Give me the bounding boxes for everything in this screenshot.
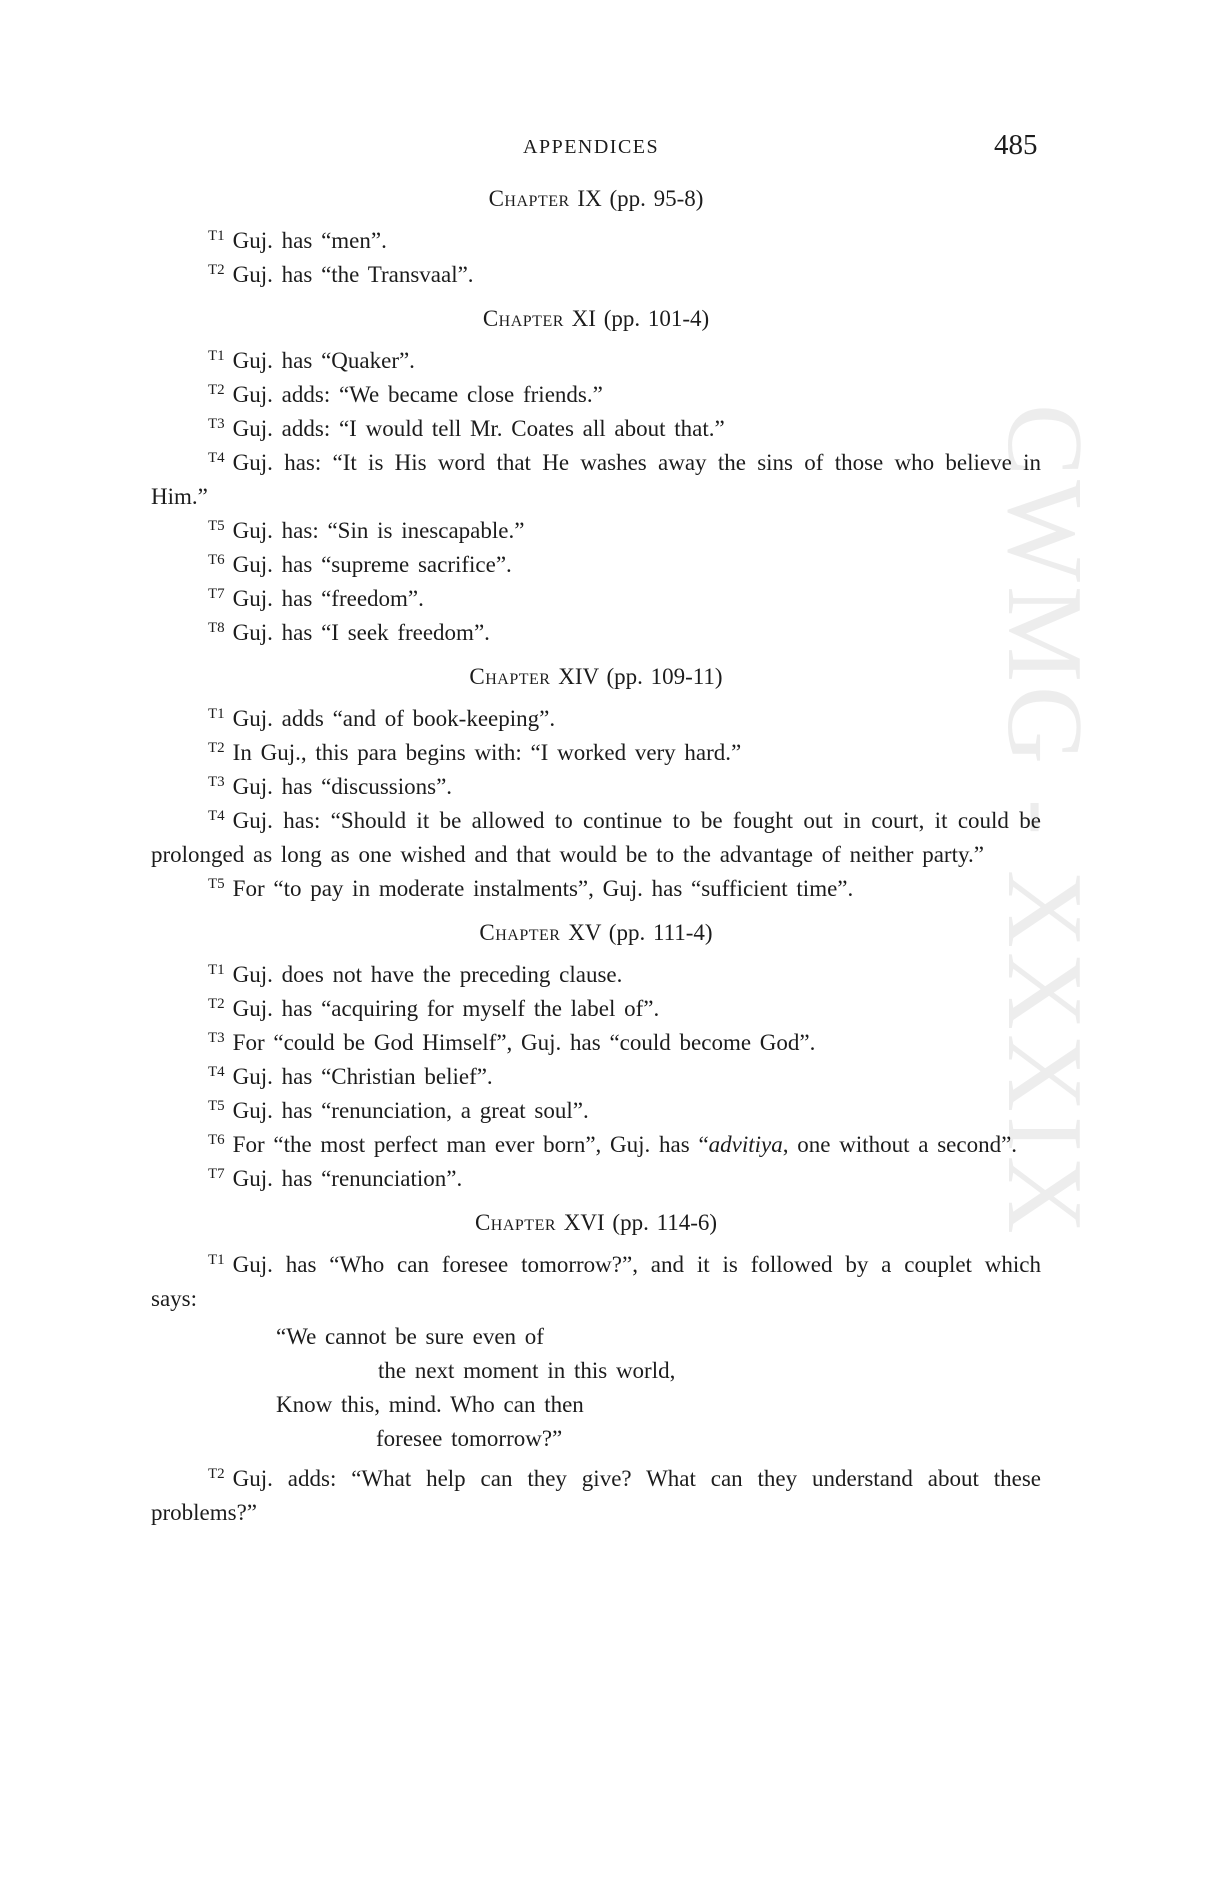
footnote	[151, 582, 1041, 616]
footnote	[151, 616, 1041, 650]
chapter-word: Chapter	[474, 1210, 557, 1235]
footnote	[151, 224, 1041, 258]
footnote-text: Guj. adds: “What help can they give? What can they understand about these problems?”	[151, 1466, 1041, 1525]
footnote	[151, 1248, 1041, 1316]
footnote	[151, 446, 1041, 514]
footnote-mark: T7	[208, 585, 225, 602]
footnote-mark: T2	[208, 381, 225, 398]
footnote-mark: T8	[208, 619, 225, 636]
footnote-text: Guj. has “the Transvaal”.	[232, 262, 474, 287]
footnote	[151, 1060, 1041, 1094]
verse-line: “We cannot be sure even of	[276, 1324, 544, 1349]
footnote-mark: T1	[208, 227, 225, 244]
footnote-mark: T5	[208, 875, 225, 892]
footnote-mark: T5	[208, 517, 225, 534]
footnote-text: Guj. has “acquiring for myself the label of”.	[232, 996, 660, 1021]
footnote	[151, 702, 1041, 736]
running-title: APPENDICES	[523, 136, 660, 158]
chapter-pages: (pp. 114-6)	[612, 1210, 718, 1235]
footnote-text: Guj. has: “Sin is inescapable.”	[232, 518, 525, 543]
footnote	[151, 992, 1041, 1026]
footnote-text: Guj. has “supreme sacrifice”.	[232, 552, 512, 577]
footnote	[151, 412, 1041, 446]
footnote-mark: T3	[208, 415, 225, 432]
footnote-mark: T4	[208, 807, 225, 824]
footnote-text: Guj. has “freedom”.	[232, 586, 424, 611]
footnote-mark: T2	[208, 995, 225, 1012]
footnote-text: Guj. has “Who can foresee tomorrow?”, and it is followed by a couplet which says:	[151, 1252, 1041, 1311]
footnote-mark: T1	[208, 1251, 225, 1268]
footnote-mark: T3	[208, 1029, 225, 1046]
couplet	[151, 1320, 1041, 1456]
chapter-pages: (pp. 95-8)	[609, 186, 704, 211]
footnote-mark: T1	[208, 347, 225, 364]
watermark-text: CWMG - XXXIX	[985, 404, 1104, 1238]
chapter-word: Chapter	[482, 306, 564, 331]
footnote-mark: T7	[208, 1165, 225, 1182]
footnote-text: Guj. does not have the preceding clause.	[232, 962, 623, 987]
footnote-text: For “to pay in moderate instalments”, Guj. has “sufficient time”.	[232, 876, 854, 901]
footnote	[151, 514, 1041, 548]
footnote-text: Guj. has “I seek freedom”.	[232, 620, 490, 645]
footnote	[151, 1094, 1041, 1128]
footnote-text: Guj. has “discussions”.	[232, 774, 453, 799]
footnote	[151, 804, 1041, 872]
footnote-text-after: , one without a second”.	[782, 1132, 1018, 1157]
footnote-text-before: For “the most perfect man ever born”, Guj. has “	[232, 1132, 709, 1157]
footnote	[151, 770, 1041, 804]
footnote-mark: T4	[208, 1063, 225, 1080]
footnote-text: Guj. has: “It is His word that He washes away the sins of those who believe in Him.”	[151, 450, 1041, 509]
footnote-text: Guj. has “renunciation”.	[232, 1166, 463, 1191]
footnote-mark: T1	[208, 961, 225, 978]
chapter-pages: (pp. 101-4)	[603, 306, 710, 331]
footnote	[151, 258, 1041, 292]
footnote	[151, 1128, 1041, 1162]
footnote-italic-term: advitiya	[708, 1132, 783, 1157]
footnote	[151, 378, 1041, 412]
chapter-word: Chapter	[479, 920, 561, 945]
footnote-text: Guj. has “renunciation, a great soul”.	[232, 1098, 589, 1123]
footnote-text: Guj. adds: “I would tell Mr. Coates all about that.”	[232, 416, 725, 441]
chapter-numeral: XV	[568, 920, 602, 945]
chapter-word: Chapter	[488, 186, 570, 211]
chapter-heading	[151, 182, 1041, 216]
chapter-heading	[151, 916, 1041, 950]
footnote-mark: T2	[208, 261, 225, 278]
chapter-heading	[151, 660, 1041, 694]
chapter-pages: (pp. 111-4)	[608, 920, 713, 945]
chapter-numeral: XIV	[558, 664, 599, 689]
footnote	[151, 548, 1041, 582]
chapter-word: Chapter	[469, 664, 551, 689]
verse-line: Know this, mind. Who can then	[276, 1392, 584, 1417]
footnote-mark: T6	[208, 551, 225, 568]
footnote-mark: T3	[208, 773, 225, 790]
chapter-pages: (pp. 109-11)	[606, 664, 723, 689]
appendix-notes	[151, 172, 1041, 1530]
footnote-mark: T4	[208, 449, 225, 466]
footnote-text: Guj. has: “Should it be allowed to continue to be fought out in court, it could be prolonged as long as one wished and that would be to the advantage of neither party.”	[151, 808, 1041, 867]
footnote	[151, 1462, 1041, 1530]
chapter-heading	[151, 1206, 1041, 1240]
footnote-mark: T6	[208, 1131, 225, 1148]
footnote	[151, 344, 1041, 378]
footnote-text: Guj. adds “and of book-keeping”.	[232, 706, 556, 731]
footnote	[151, 1026, 1041, 1060]
footnote	[151, 958, 1041, 992]
footnote-text: Guj. adds: “We became close friends.”	[232, 382, 603, 407]
verse-line: the next moment in this world,	[378, 1358, 676, 1383]
footnote	[151, 1162, 1041, 1196]
verse-line: foresee tomorrow?”	[376, 1426, 563, 1451]
chapter-numeral: IX	[577, 186, 602, 211]
footnote	[151, 736, 1041, 770]
footnote	[151, 872, 1041, 906]
page-number: 485	[994, 129, 1038, 161]
footnote-text: Guj. has “Quaker”.	[232, 348, 415, 373]
footnote-text: Guj. has “men”.	[232, 228, 387, 253]
footnote-text: In Guj., this para begins with: “I worked very hard.”	[232, 740, 742, 765]
footnote-mark: T1	[208, 705, 225, 722]
chapter-numeral: XI	[571, 306, 596, 331]
footnote-mark: T2	[208, 1465, 225, 1482]
chapter-heading	[151, 302, 1041, 336]
footnote-mark: T2	[208, 739, 225, 756]
footnote-text: Guj. has “Christian belief”.	[232, 1064, 493, 1089]
footnote-mark: T5	[208, 1097, 225, 1114]
chapter-numeral: XVI	[563, 1210, 605, 1235]
footnote-text: For “could be God Himself”, Guj. has “could become God”.	[232, 1030, 816, 1055]
